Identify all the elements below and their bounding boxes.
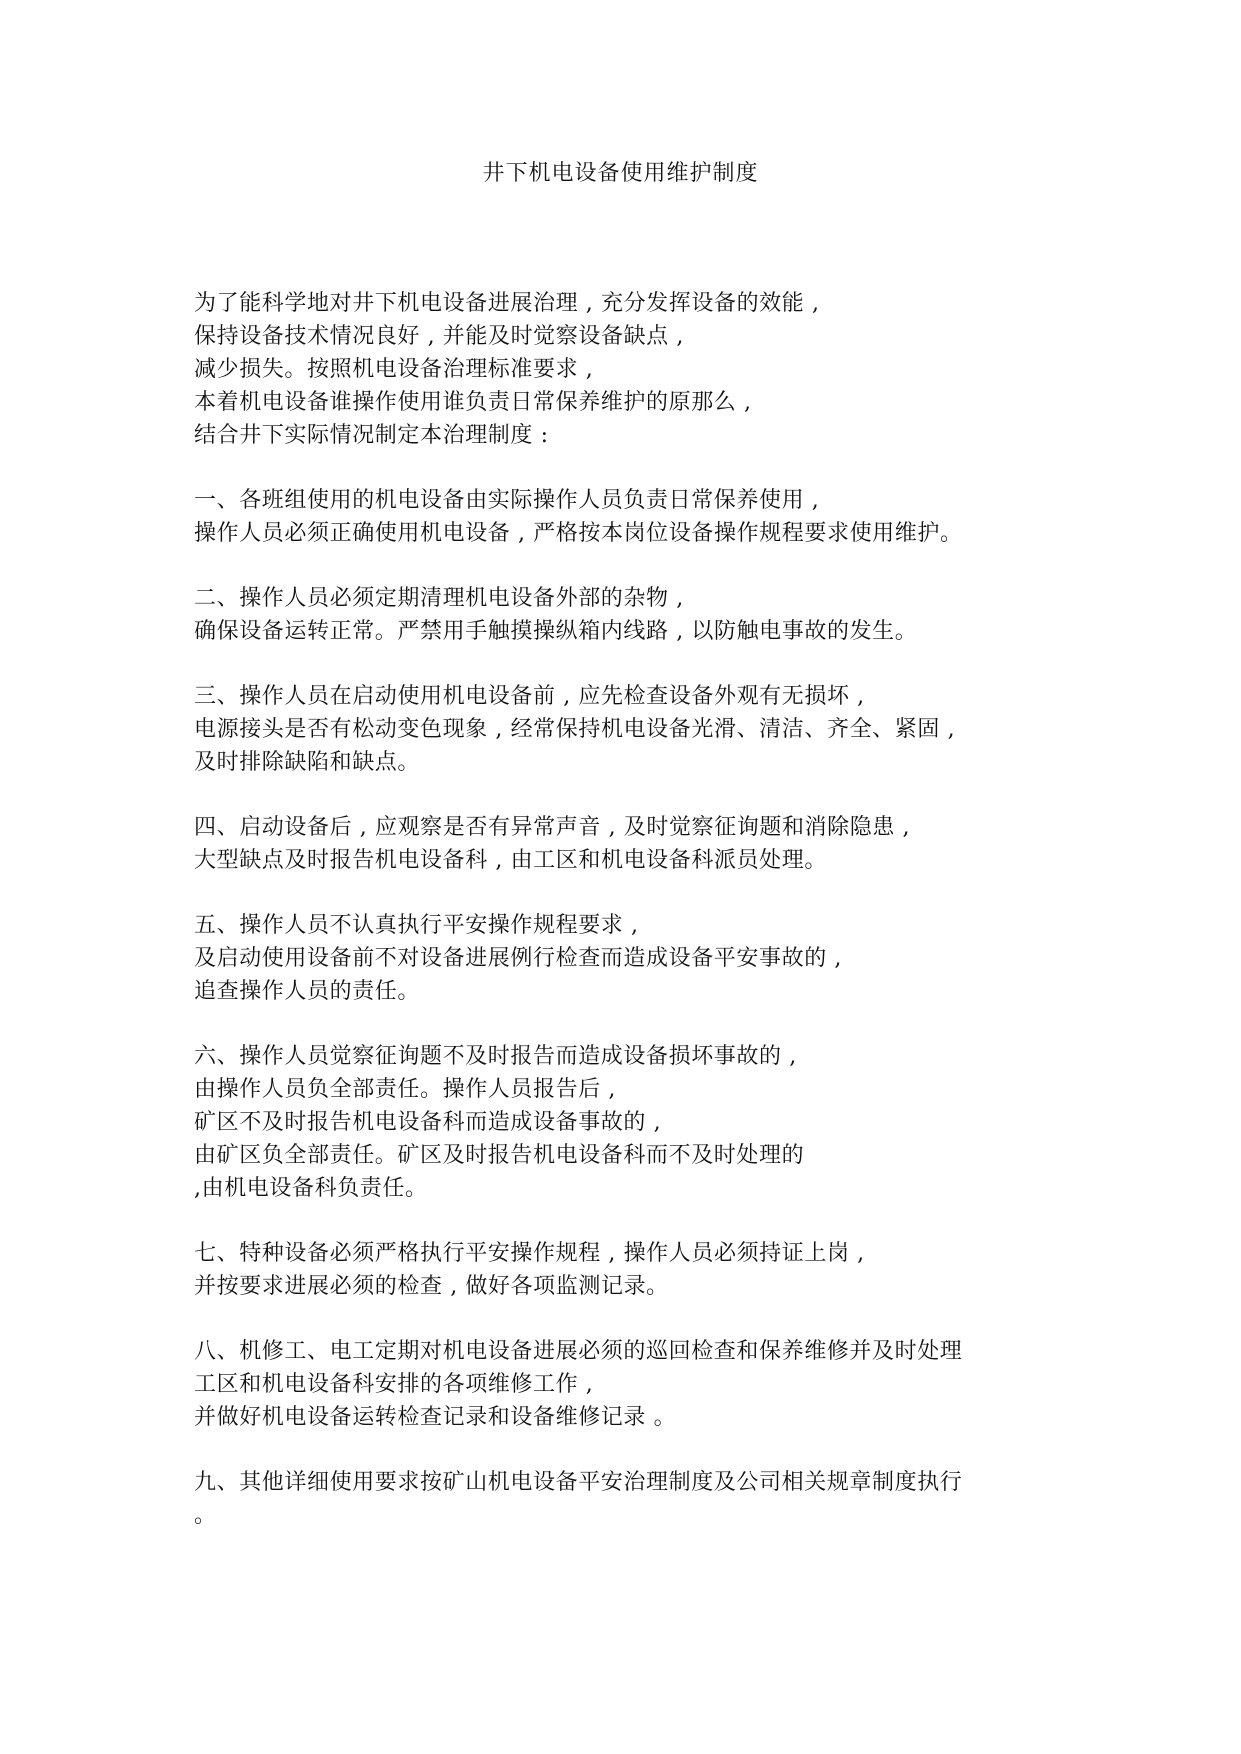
- paragraph-line: 工区和机电设备科安排的各项维修工作 ,: [194, 1372, 594, 1397]
- paragraph: [194, 1335, 1094, 1434]
- paragraph: [194, 484, 1094, 550]
- paragraph: [194, 680, 1094, 779]
- paragraph-line: 并做好机电设备运转检查记录和设备维修记录 。: [194, 1405, 677, 1430]
- paragraph: [194, 1466, 1094, 1532]
- paragraph-line: 减少损失。按照机电设备治理标准要求 ,: [194, 357, 594, 382]
- paragraph-line: 大型缺点及时报告机电设备科 , 由工区和机电设备科派员处理。: [194, 848, 827, 873]
- paragraph: [194, 1237, 1094, 1303]
- paragraph: [194, 811, 1094, 877]
- paragraph-line: 。: [194, 1503, 217, 1528]
- paragraph-line: 及启动使用设备前不对设备进展例行检查而造成设备平安事故的 ,: [194, 946, 842, 971]
- paragraph-line: 四、启动设备后 , 应观察是否有异常声音 , 及时觉察征询题和消除隐患 ,: [194, 815, 911, 840]
- paragraph-line: 三、操作人员在启动使用机电设备前 , 应先检查设备外观有无损坏 ,: [194, 684, 865, 709]
- paragraph: [194, 582, 1094, 648]
- paragraph-line: 电源接头是否有松动变色现象 , 经常保持机电设备光滑、清洁、齐全、紧固 ,: [194, 717, 956, 742]
- paragraph-line: 本着机电设备谁操作使用谁负责日常保养维护的原那么 ,: [194, 390, 752, 415]
- paragraph-line: 一、各班组使用的机电设备由实际操作人员负责日常保养使用 ,: [194, 488, 820, 513]
- paragraph-line: 矿区不及时报告机电设备科而造成设备事故的 ,: [194, 1110, 662, 1135]
- paragraph-line: 由矿区负全部责任。矿区及时报告机电设备科而不及时处理的: [194, 1143, 805, 1168]
- paragraph: [194, 909, 1094, 1008]
- paragraph-line: 二、操作人员必须定期清理机电设备外部的杂物 ,: [194, 586, 684, 611]
- paragraph-line: 追查操作人员的责任。: [194, 979, 421, 1004]
- document-body: [194, 287, 1094, 1564]
- paragraph-line: 确保设备运转正常。严禁用手触摸操纵箱内线路 , 以防触电事故的发生。: [194, 619, 918, 644]
- paragraph-line: 五、操作人员不认真执行平安操作规程要求 ,: [194, 913, 639, 938]
- paragraph-line: 由操作人员负全部责任。操作人员报告后 ,: [194, 1077, 616, 1102]
- paragraph: [194, 1040, 1094, 1205]
- paragraph-line: 八、机修工、电工定期对机电设备进展必须的巡回检查和保养维修并及时处理: [194, 1339, 963, 1364]
- paragraph-line: 操作人员必须正确使用机电设备 , 严格按本岗位设备操作规程要求使用维护。: [194, 521, 963, 546]
- paragraph-line: 为了能科学地对井下机电设备进展治理 , 充分发挥设备的效能 ,: [194, 291, 820, 316]
- paragraph-line: 及时排除缺陷和缺点。: [194, 750, 421, 775]
- paragraph-line: 结合井下实际情况制定本治理制度 :: [194, 423, 549, 448]
- paragraph: [194, 287, 1094, 452]
- paragraph-line: 并按要求进展必须的检查 , 做好各项监测记录。: [194, 1274, 669, 1299]
- paragraph-line: 九、其他详细使用要求按矿山机电设备平安治理制度及公司相关规章制度执行: [194, 1470, 963, 1495]
- paragraph-line: 保持设备技术情况良好 , 并能及时觉察设备缺点 ,: [194, 324, 684, 349]
- paragraph-line: 六、操作人员觉察征询题不及时报告而造成设备损坏事故的 ,: [194, 1044, 797, 1069]
- paragraph-line: ,由机电设备科负责任。: [194, 1176, 428, 1201]
- paragraph-line: 七、特种设备必须严格执行平安操作规程 , 操作人员必须持证上岗 ,: [194, 1241, 865, 1266]
- document-title: 井下机电设备使用维护制度: [482, 161, 759, 186]
